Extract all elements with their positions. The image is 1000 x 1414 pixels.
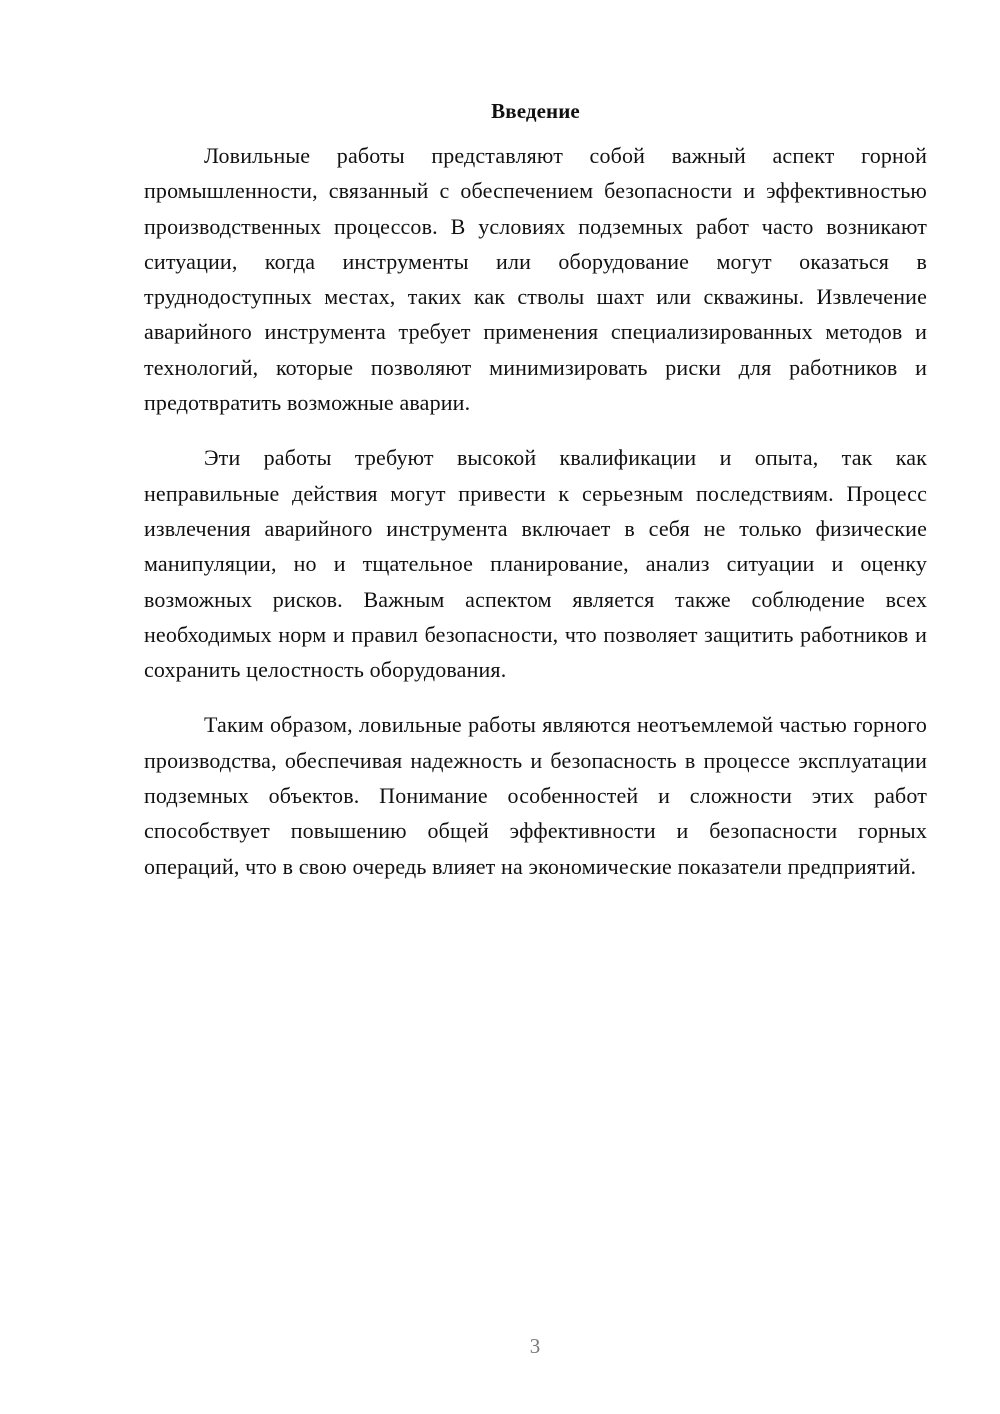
paragraph-1: Ловильные работы представляют собой важный аспект горной промышленности, связанный с обеспечением безопасности и эффективностью производственных процессов. В условиях подземных работ часто возникают ситуации, когда инструменты или оборудование могут оказаться в труднодоступных местах, таких как стволы шахт или скважины. Извлечение аварийного инструмента требует применения специализированных методов и технологий, которые позволяют минимизировать риски для работников и предотвратить возможные аварии. [144,143,927,416]
page-content [144,96,927,884]
section-title: Введение [491,99,580,123]
paragraph-3: Таким образом, ловильные работы являются неотъемлемой частью горного производства, обеспечивая надежность и безопасность в процессе эксплуатации подземных объектов. Понимание особенностей и сложности этих работ способствует повышению общей эффективности и безопасности горных операций, что в свою очередь влияет на экономические показатели предприятий. [144,712,927,879]
paragraph-2: Эти работы требуют высокой квалификации и опыта, так как неправильные действия могут привести к серьезным последствиям. Процесс извлечения аварийного инструмента включает в себя не только физические манипуляции, но и тщательное планирование, анализ ситуации и оценку возможных рисков. Важным аспектом является также соблюдение всех необходимых норм и правил безопасности, что позволяет защитить работников и сохранить целостность оборудования. [144,445,927,683]
page-number: 3 [529,1334,541,1358]
